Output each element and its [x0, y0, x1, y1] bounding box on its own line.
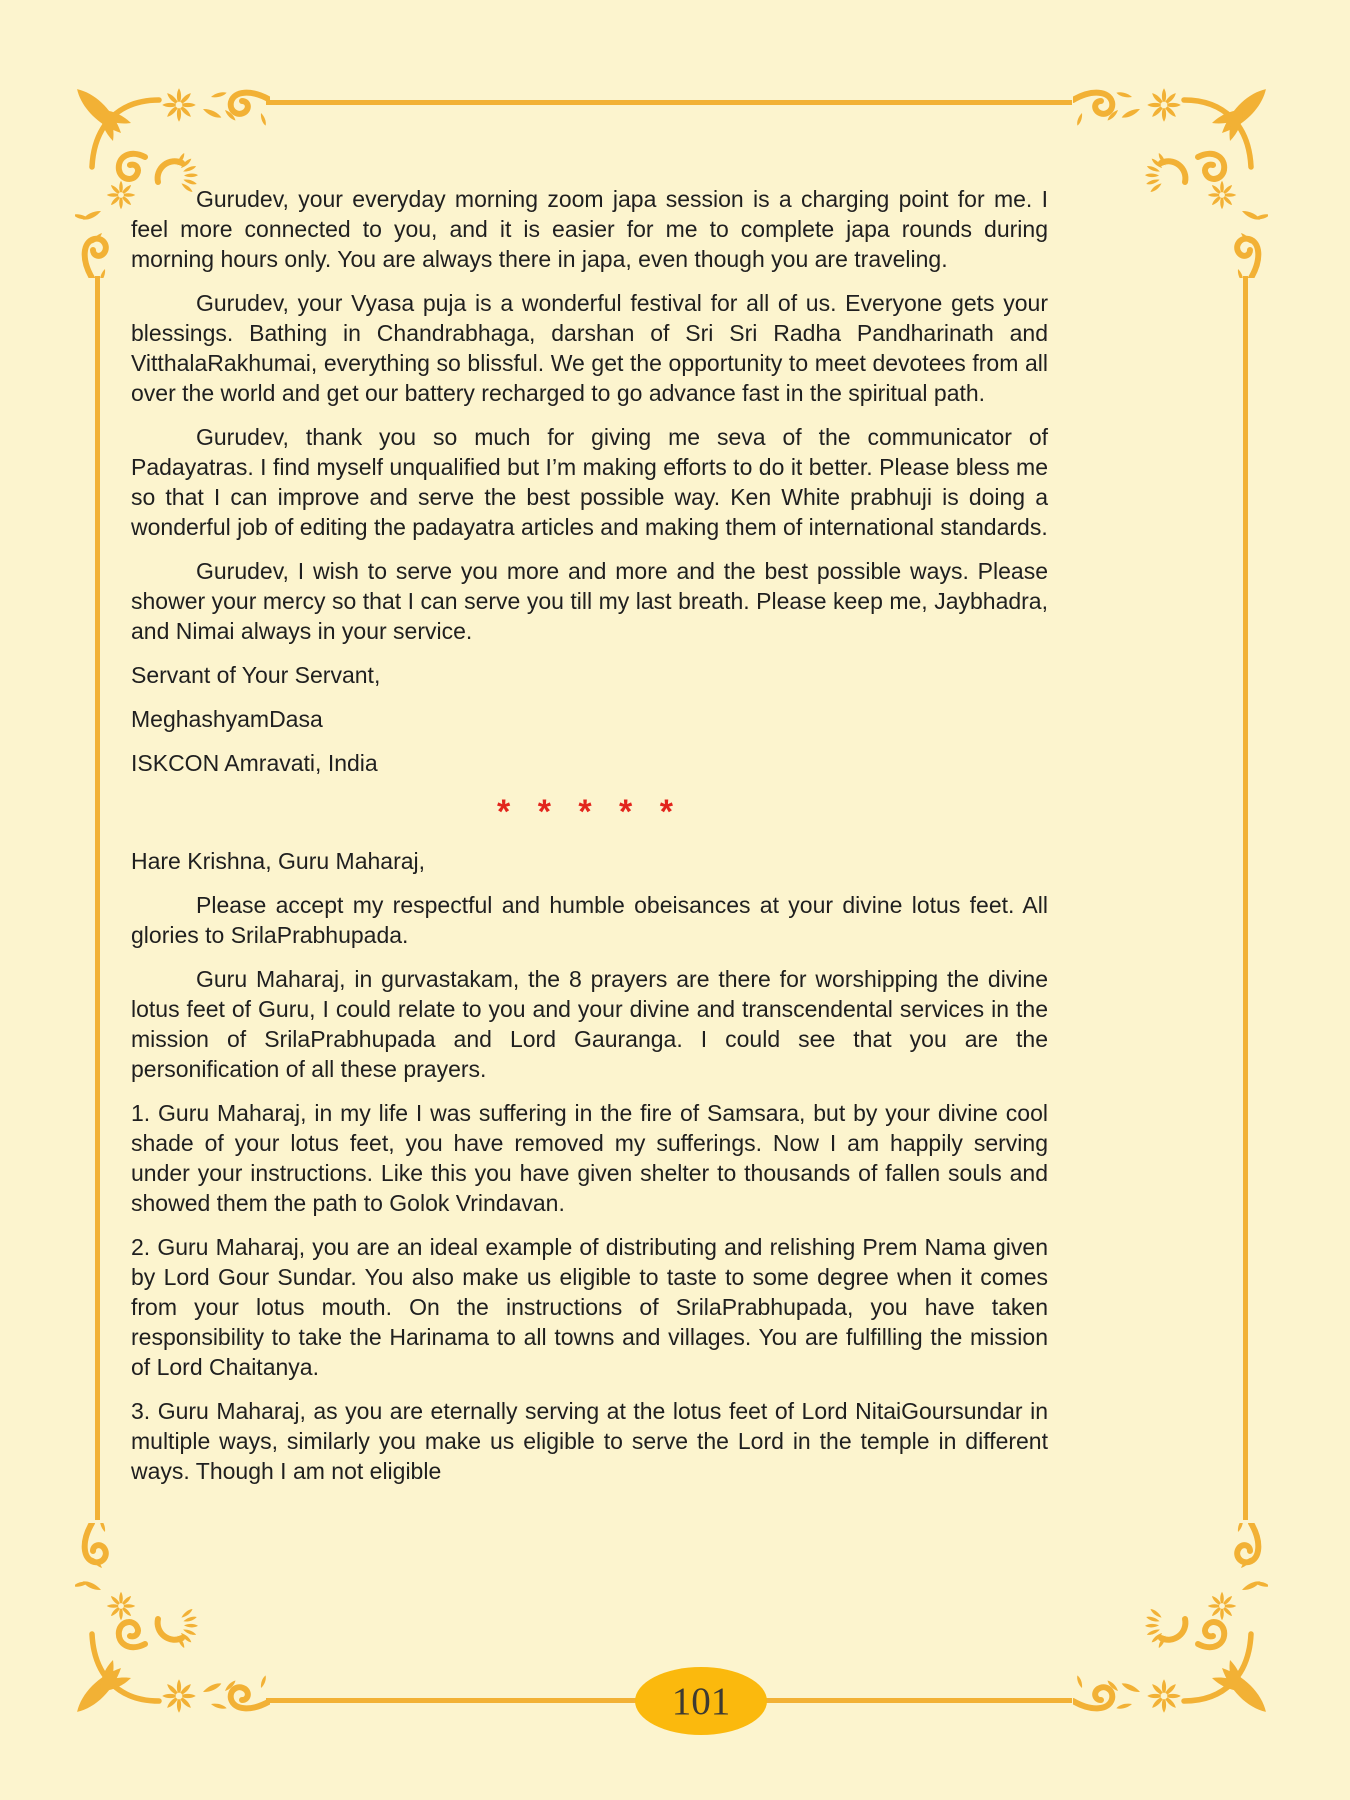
frame-right-line	[1243, 276, 1248, 1520]
letter-paragraph: Gurudev, thank you so much for giving me seva of the communicator of Padayatras. I find myself unqualified but I’m making efforts to do it better. Please bless me so that I can improve and serve the best possible way. Ken White prabhuji is doing a wonderful job of editing the padayatra articles and making them of international standards.	[131, 424, 1048, 540]
letter-paragraph: Gurudev, I wish to serve you more and more and the best possible ways. Please shower your mercy so that I can serve you till my last breath. Please keep me, Jaybhadra, and Nimai always in your service.	[131, 558, 1048, 644]
floral-corner-bottom-right-icon	[1073, 1523, 1268, 1718]
prayer-item-2: 2. Guru Maharaj, you are an ideal example of distributing and relishing Prem Nama given by Lord Gour Sundar. You also make us eligible to taste to some degree when it comes from your lotus mouth. On the instructions of SrilaPrabhupada, you have taken responsibility to take the Harinama to all towns and villages. You are fulfilling the mission of Lord Chaitanya.	[131, 1234, 1048, 1380]
letter-paragraph: Gurudev, your Vyasa puja is a wonderful festival for all of us. Everyone gets your blessings. Bathing in Chandrabhaga, darshan of Sri Sri Radha Pandharinath and VitthalaRakhumai, everything so blissful. We get the opportunity to meet devotees from all over the world and get our battery recharged to go advance fast in the spiritual path.	[131, 290, 1048, 406]
letter-greeting: Hare Krishna, Guru Maharaj,	[131, 848, 426, 874]
page-number: 101	[671, 1679, 731, 1723]
letter-content	[131, 184, 1048, 1486]
letter-paragraph: Please accept my respectful and humble obeisances at your divine lotus feet. All glories to SrilaPrabhupada.	[131, 892, 1048, 948]
signoff-author: MeghashyamDasa	[131, 706, 323, 732]
signoff-location: ISKCON Amravati, India	[131, 750, 378, 776]
letter-paragraph: Guru Maharaj, in gurvastakam, the 8 prayers are there for worshipping the divine lotus feet of Guru, I could relate to you and your divine and transcendental services in the mission of SrilaPrabhupada and Lord Gauranga. I could see that you are the personification of all these prayers.	[131, 966, 1048, 1082]
frame-top-line	[266, 100, 1072, 105]
frame-left-line	[95, 276, 100, 1520]
prayer-item-3: 3. Guru Maharaj, as you are eternally serving at the lotus feet of Lord NitaiGoursundar in multiple ways, similarly you make us eligible to serve the Lord in the temple in different ways. Though I am not eligible	[131, 1398, 1048, 1484]
page-number-badge	[635, 1667, 767, 1735]
separator-asterisks: * * * * *	[497, 793, 682, 831]
floral-corner-bottom-left-icon	[75, 1523, 270, 1718]
signoff-line: Servant of Your Servant,	[131, 662, 381, 688]
floral-corner-top-right-icon	[1073, 83, 1268, 278]
letter-paragraph: Gurudev, your everyday morning zoom japa session is a charging point for me. I feel more connected to you, and it is easier for me to complete japa rounds during morning hours only. You are always there in japa, even though you are traveling.	[131, 186, 1048, 272]
prayer-item-1: 1. Guru Maharaj, in my life I was suffering in the fire of Samsara, but by your divine cool shade of your lotus feet, you have removed my sufferings. Now I am happily serving under your instructions. Like this you have given shelter to thousands of fallen souls and showed them the path to Golok Vrindavan.	[131, 1100, 1048, 1216]
